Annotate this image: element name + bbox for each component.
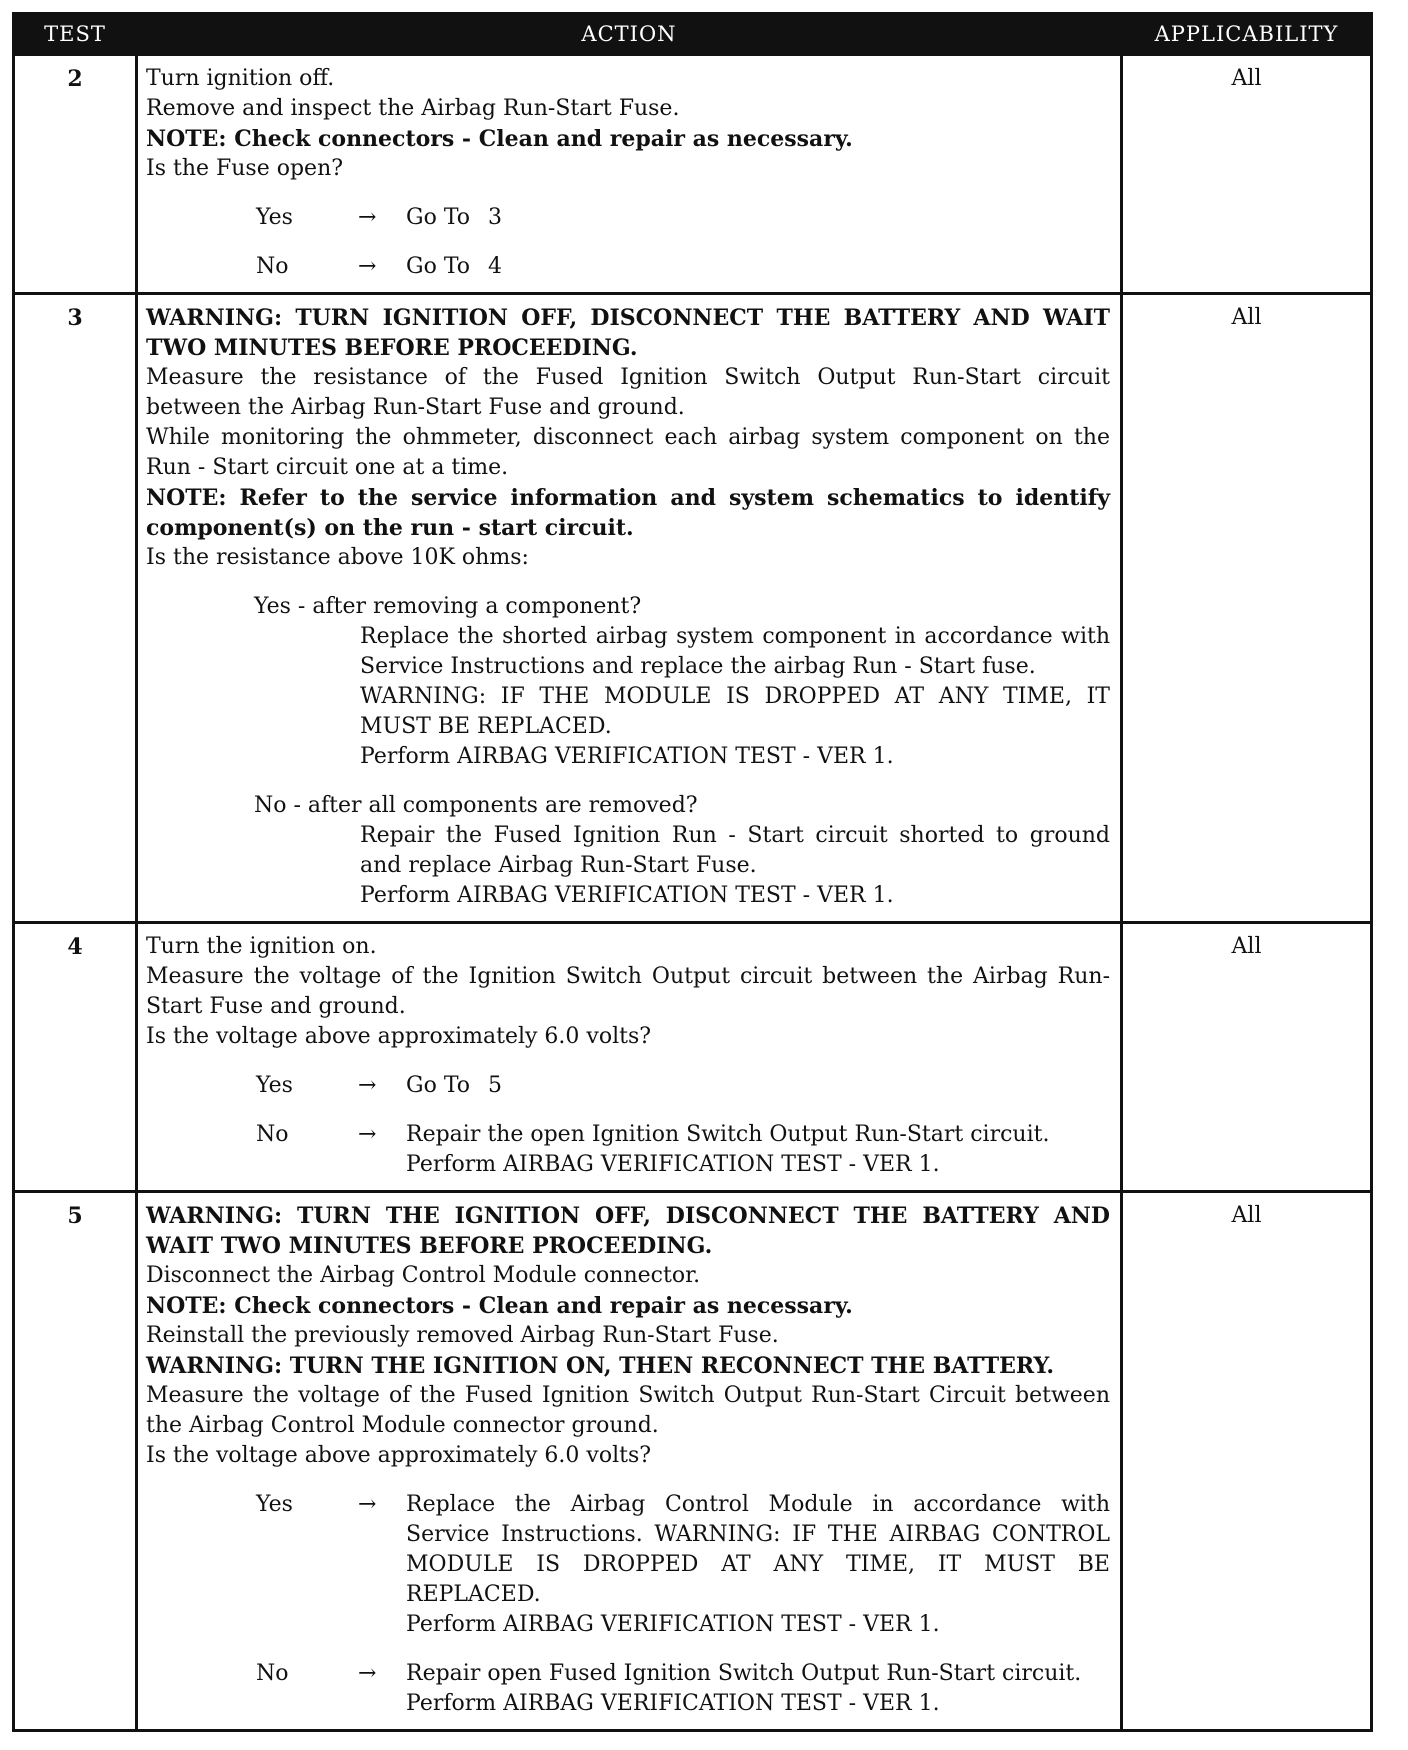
action-cell: [137, 1192, 1122, 1731]
no-label: No: [256, 254, 289, 279]
goto-label: Go To: [406, 205, 471, 230]
response-warning: WARNING: IF THE MODULE IS DROPPED AT ANY TIME, IT MUST BE REPLACED.: [360, 684, 1110, 739]
goto-label: Go To: [406, 1073, 471, 1098]
test-row-3: [14, 294, 1372, 923]
yes-response: [146, 1071, 1110, 1101]
header-applicability: APPLICABILITY: [1122, 14, 1372, 55]
question-line: Is the Fuse open?: [146, 156, 344, 181]
test-number: 5: [14, 1192, 137, 1731]
yes-label: Yes: [256, 205, 293, 230]
action-line: Measure the voltage of the Ignition Switch Output circuit between the Airbag Run-Start Fuse and ground.: [146, 964, 1110, 1019]
no-response: [146, 1659, 1110, 1719]
action-line: Remove and inspect the Airbag Run-Start Fuse.: [146, 96, 680, 121]
arrow-icon: →: [358, 1073, 377, 1098]
yes-label: Yes: [256, 1492, 293, 1517]
yes-label: Yes: [256, 1073, 293, 1098]
action-line: While monitoring the ohmmeter, disconnect each airbag system component on the Run - Start circuit one at a time.: [146, 425, 1110, 480]
warning-line: WARNING: TURN THE IGNITION ON, THEN RECONNECT THE BATTERY.: [146, 1353, 1055, 1379]
action-line: Reinstall the previously removed Airbag Run-Start Fuse.: [146, 1323, 779, 1348]
table-header-row: [14, 14, 1372, 55]
question-line: Is the voltage above approximately 6.0 volts?: [146, 1024, 652, 1049]
action-line: Turn the ignition on.: [146, 934, 377, 959]
response-line: Perform AIRBAG VERIFICATION TEST - VER 1.: [406, 1612, 940, 1637]
response-line: Perform AIRBAG VERIFICATION TEST - VER 1.: [360, 744, 894, 769]
no-response: [146, 1120, 1110, 1180]
diagnostic-test-table: [12, 12, 1373, 1732]
test-row-2: [14, 55, 1372, 294]
no-label: No - after all components are removed?: [254, 793, 698, 818]
test-row-5: [14, 1192, 1372, 1731]
no-label: No: [256, 1122, 289, 1147]
goto-label: Go To: [406, 254, 471, 279]
action-cell: [137, 923, 1122, 1192]
no-response: [146, 252, 1110, 282]
note-line: NOTE: Check connectors - Clean and repair as necessary.: [146, 126, 853, 152]
header-action: ACTION: [137, 14, 1122, 55]
action-line: Disconnect the Airbag Control Module connector.: [146, 1263, 701, 1288]
warning-line: WARNING: TURN THE IGNITION OFF, DISCONNECT THE BATTERY AND WAIT TWO MINUTES BEFORE PROCEEDING.: [146, 1203, 1110, 1259]
yes-response: [146, 1490, 1110, 1640]
applicability-value: All: [1122, 55, 1372, 294]
response-line: Perform AIRBAG VERIFICATION TEST - VER 1.: [406, 1691, 940, 1716]
goto-target: 5: [488, 1073, 503, 1098]
no-response: [146, 791, 1110, 911]
applicability-value: All: [1122, 923, 1372, 1192]
action-line: Measure the voltage of the Fused Ignition Switch Output Run-Start Circuit between the Airbag Control Module connector ground.: [146, 1383, 1110, 1438]
arrow-icon: →: [358, 1492, 377, 1517]
test-number: 4: [14, 923, 137, 1192]
note-line: NOTE: Check connectors - Clean and repair as necessary.: [146, 1293, 853, 1319]
action-line: Turn ignition off.: [146, 66, 335, 91]
yes-response: [146, 203, 1110, 233]
goto-target: 3: [488, 205, 503, 230]
arrow-icon: →: [358, 254, 377, 279]
applicability-value: All: [1122, 294, 1372, 923]
test-number: 3: [14, 294, 137, 923]
response-line: Perform AIRBAG VERIFICATION TEST - VER 1.: [360, 883, 894, 908]
test-number: 2: [14, 55, 137, 294]
action-cell: [137, 294, 1122, 923]
response-line: Replace the shorted airbag system component in accordance with Service Instructions and replace the airbag Run - Start fuse.: [360, 624, 1110, 679]
question-line: Is the voltage above approximately 6.0 volts?: [146, 1443, 652, 1468]
question-line: Is the resistance above 10K ohms:: [146, 545, 529, 570]
arrow-icon: →: [358, 1122, 377, 1147]
response-line: Repair the open Ignition Switch Output Run-Start circuit.: [406, 1122, 1050, 1147]
action-cell: [137, 55, 1122, 294]
applicability-value: All: [1122, 1192, 1372, 1731]
goto-target: 4: [488, 254, 503, 279]
yes-label: Yes - after removing a component?: [254, 594, 642, 619]
response-line: Repair the Fused Ignition Run - Start circuit shorted to ground and replace Airbag Run-Start Fuse.: [360, 823, 1110, 878]
arrow-icon: →: [358, 205, 377, 230]
yes-response: [146, 592, 1110, 772]
action-line: Measure the resistance of the Fused Ignition Switch Output Run-Start circuit between the Airbag Run-Start Fuse and ground.: [146, 365, 1110, 420]
no-label: No: [256, 1661, 289, 1686]
warning-line: WARNING: TURN IGNITION OFF, DISCONNECT THE BATTERY AND WAIT TWO MINUTES BEFORE PROCEEDING.: [146, 305, 1110, 361]
header-test: TEST: [14, 14, 137, 55]
response-line: Perform AIRBAG VERIFICATION TEST - VER 1.: [406, 1152, 940, 1177]
test-row-4: [14, 923, 1372, 1192]
arrow-icon: →: [358, 1661, 377, 1686]
response-line: Replace the Airbag Control Module in accordance with Service Instructions. WARNING: IF THE AIRBAG CONTROL MODULE IS DROPPED AT ANY TIME, IT MUST BE REPLACED.: [406, 1492, 1110, 1607]
response-line: Repair open Fused Ignition Switch Output Run-Start circuit.: [406, 1661, 1082, 1686]
note-line: NOTE: Refer to the service information and system schematics to identify component(s) on the run - start circuit.: [146, 485, 1110, 541]
